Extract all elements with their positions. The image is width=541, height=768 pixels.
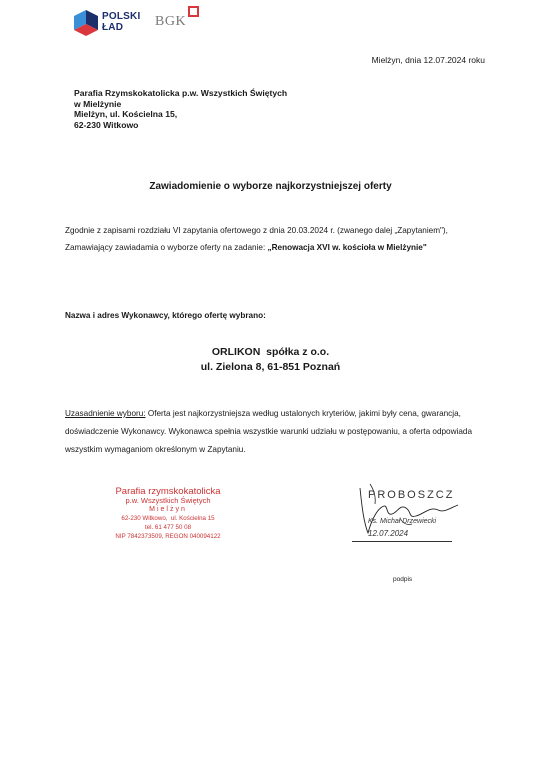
contractor-address: ul. Zielona 8, 61-851 Poznań [200,361,341,373]
bgk-square-icon [188,6,199,17]
stamp-line-1: Parafia rzymskokatolicka [115,486,221,497]
stamp-line-2: p.w. Wszystkich Świętych [125,496,211,505]
justification-text: Oferta jest najkorzystniejsza według ustalonych kryteriów, jakimi były cena, gwarancja, doświadczenie Wykonawcy. Wykonawca spełnia wszystkie warunki udziału w postępowaniu, a oferta odpowiada wszystkim wymaganiom określonym w Zapytaniu. [65,409,473,454]
recipient-block [74,88,287,130]
recipient-line-1: Parafia Rzymskokatolicka p.w. Wszystkich Świętych [74,88,288,98]
task-name: „Renowacja XVI w. kościoła w Mielżynie" [267,243,427,252]
bgk-logo [155,6,210,38]
notice-paragraph-text: Zgodnie z zapisami rozdziału VI zapytania ofertowego z dnia 20.03.2024 r. (zwanego dalej „Zapytaniem"), Zamawiający zawiadamia o wyborze oferty na zadanie: [65,226,448,252]
stamp-line-5: tel. 61 477 50 08 [144,524,192,531]
polski-lad-logo-text [102,11,140,33]
contractor-name: ORLIKON spółka z o.o. [211,346,330,358]
recipient-line-3: Mielżyn, ul. Kościelna 15, [74,109,178,119]
signature-caption: podpis [393,576,413,583]
recipient-line-4: 62-230 Witkowo [74,119,139,130]
document-date: Mielżyn, dnia 12.07.2024 roku [371,55,485,65]
parish-stamp [98,487,238,541]
polski-lad-logo [74,8,144,38]
stamp-line-4: 62-230 Witkowo, ul. Kościelna 15 [121,515,215,522]
polski-lad-line2: ŁAD [102,22,124,33]
contractor-heading: Nazwa i adres Wykonawcy, którego ofertę wybrano: [65,311,266,320]
justification-paragraph [65,405,490,459]
contractor-block [0,345,541,375]
signature-block [340,478,480,568]
recipient-line-2: w Mielżynie [74,98,122,109]
justification-label: Uzasadnienie wyboru: [65,409,146,418]
polski-lad-line1: POLSKI [102,11,141,22]
signature-date: 12.07.2024 [368,529,409,538]
signature-title: PROBOSZCZ [368,489,455,501]
stamp-line-3: Mielżyn [149,506,187,513]
signature-name: Ks. Michał Drzewiecki [368,518,437,525]
signature-line [352,541,452,542]
notice-paragraph [65,222,485,256]
document-title: Zawiadomienie o wyborze najkorzystniejszej oferty [149,181,392,192]
bgk-logo-text: BGK [155,14,187,29]
polski-lad-mark-icon [74,10,98,36]
stamp-line-6: NIP 7842373509, REGON 040094122 [115,533,221,540]
